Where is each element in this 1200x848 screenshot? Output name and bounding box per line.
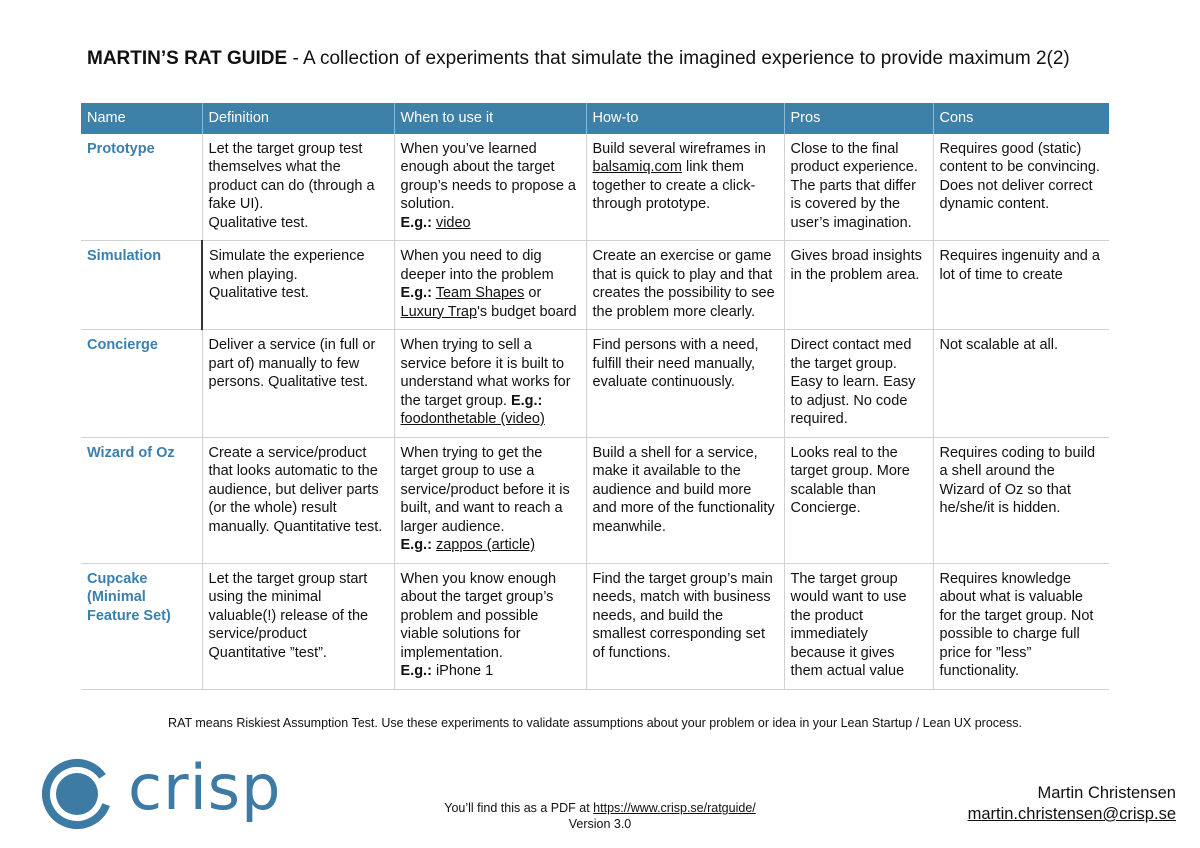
table-row — [81, 437, 1109, 563]
row-pros: Close to the final product experience. The parts that differ is covered by the user’s imagination. — [784, 134, 933, 241]
foodonthetable-link[interactable]: foodonthetable (video) — [400, 411, 545, 427]
row-when: When trying to sell a service before it is built to understand what works for the target group. E.g.: foodonthetable (video) — [394, 330, 586, 438]
row-when: When you need to dig deeper into the problem E.g.: Team Shapes or Luxury Trap's budget board — [394, 241, 586, 330]
header-howto: How-to — [586, 103, 784, 134]
row-howto: Build several wireframes in balsamiq.com link them together to create a click-through prototype. — [586, 134, 784, 241]
row-pros: The target group would want to use the product immediately because it gives them actual value — [784, 563, 933, 689]
row-name: Cupcake (Minimal Feature Set) — [81, 563, 202, 689]
header-when: When to use it — [394, 103, 586, 134]
row-definition: Let the target group start using the minimal valuable(!) release of the service/product Quantitative ”test”. — [202, 563, 394, 689]
row-name: Wizard of Oz — [81, 437, 202, 563]
row-when: When trying to get the target group to use a service/product before it is built, and want to reach a larger audience. E.g.: zappos (article) — [394, 437, 586, 563]
row-howto: Create an exercise or game that is quick to play and that creates the possibility to see the problem more clearly. — [586, 241, 784, 330]
author-name: Martin Christensen — [1037, 784, 1176, 802]
page-title: MARTIN’S RAT GUIDE - A collection of experiments that simulate the imagined experience to provide maximum 2(2) — [87, 48, 1070, 69]
table-row — [81, 134, 1109, 241]
row-cons: Requires coding to build a shell around the Wizard of Oz so that he/she/it is hidden. — [933, 437, 1109, 563]
table-header-row — [81, 103, 1109, 134]
table-row — [81, 563, 1109, 689]
row-howto: Find the target group’s main needs, match with business needs, and build the smallest corresponding set of functions. — [586, 563, 784, 689]
row-pros: Gives broad insights in the problem area. — [784, 241, 933, 330]
row-pros: Direct contact med the target group. Easy to learn. Easy to adjust. No code required. — [784, 330, 933, 438]
video-link[interactable]: video — [435, 214, 471, 231]
header-definition: Definition — [202, 103, 394, 134]
table-row — [81, 330, 1109, 438]
pdf-note: You’ll find this as a PDF at https://www.crisp.se/ratguide/ Version 3.0 — [0, 800, 1200, 832]
ratguide-link[interactable]: https://www.crisp.se/ratguide/ — [593, 801, 756, 815]
table-row — [81, 241, 1109, 330]
header-name: Name — [81, 103, 202, 134]
author-email-link[interactable]: martin.christensen@crisp.se — [967, 805, 1176, 823]
row-name: Simulation — [81, 241, 202, 330]
row-cons: Not scalable at all. — [933, 330, 1109, 438]
header-cons: Cons — [933, 103, 1109, 134]
row-cons: Requires good (static) content to be convincing. Does not deliver correct dynamic content. — [933, 134, 1109, 241]
version-label: Version 3.0 — [568, 817, 632, 831]
team-shapes-link[interactable]: Team Shapes — [435, 285, 525, 301]
zappos-link[interactable]: zappos (article) — [435, 537, 536, 553]
crisp-logo-text: crisp — [128, 751, 282, 824]
rat-guide-table — [81, 103, 1109, 690]
row-howto: Build a shell for a service, make it available to the audience and build more and more of the functionality meanwhile. — [586, 437, 784, 563]
row-name: Concierge — [81, 330, 202, 438]
row-pros: Looks real to the target group. More scalable than Concierge. — [784, 437, 933, 563]
author-block — [968, 783, 1176, 825]
row-definition: Create a service/product that looks automatic to the audience, but deliver parts (or the whole) result manually. Quantitative test. — [202, 437, 394, 563]
header-pros: Pros — [784, 103, 933, 134]
row-cons: Requires ingenuity and a lot of time to create — [933, 241, 1109, 330]
row-when: When you’ve learned enough about the target group’s needs to propose a solution. E.g.: video — [394, 134, 586, 241]
row-when: When you know enough about the target group’s problem and possible viable solutions for implementation. E.g.: iPhone 1 — [394, 563, 586, 689]
balsamiq-link[interactable]: balsamiq.com — [592, 159, 682, 175]
footnote: RAT means Riskiest Assumption Test. Use these experiments to validate assumptions about your problem or idea in your Lean Startup / Lean UX process. — [168, 716, 1022, 730]
row-definition: Simulate the experience when playing. Qualitative test. — [202, 241, 394, 330]
row-cons: Requires knowledge about what is valuable for the target group. Not possible to charge full price for ”less” functionality. — [933, 563, 1109, 689]
row-howto: Find persons with a need, fulfill their need manually, evaluate continuously. — [586, 330, 784, 438]
row-definition: Deliver a service (in full or part of) manually to few persons. Qualitative test. — [202, 330, 394, 438]
luxury-trap-link[interactable]: Luxury Trap — [400, 303, 478, 320]
row-name: Prototype — [81, 134, 202, 241]
row-definition: Let the target group test themselves what the product can do (through a fake UI). Qualitative test. — [202, 134, 394, 241]
